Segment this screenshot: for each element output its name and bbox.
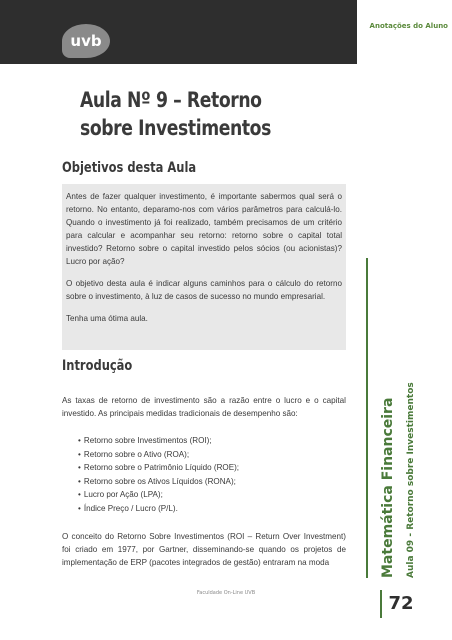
- list-item: • Índice Preço / Lucro (P/L).: [78, 502, 239, 516]
- list-item: • Retorno sobre os Ativos Líquidos (RONA);: [78, 475, 239, 489]
- page-number: 72: [380, 590, 420, 618]
- footer-text: Faculdade On-Line UVB: [196, 590, 256, 596]
- introduction-paragraph: As taxas de retorno de investimento são a razão entre o lucro e o capital investido. As principais medidas tradicionais de desempenho são:: [62, 396, 346, 418]
- list-item: • Retorno sobre o Ativo (ROA);: [78, 448, 239, 462]
- objectives-box: [62, 184, 346, 350]
- objectives-paragraph: Antes de fazer qualquer investimento, é importante sabermos qual será o retorno. No entanto, deparamo-nos com vários parâmetros para calculá-lo. Quando o investimento já foi realizado, também precisamos de um critério para calcular e acompanhar seu retorno: retorno sobre o capital total investido? Retorno sobre o capital investido pelos sócios (ou acionistas)? Lucro por ação?: [66, 192, 342, 266]
- list-item: • Retorno sobre Investimentos (ROI);: [78, 434, 239, 448]
- header-band: [0, 0, 357, 64]
- lesson-title: Aula Nº 9 – Retorno sobre Investimentos: [80, 88, 271, 140]
- objectives-paragraph: O objetivo desta aula é indicar alguns caminhos para o cálculo do retorno sobre o investimento, à luz de casos de sucesso no mundo empresarial.: [66, 279, 342, 301]
- notes-label: Anotações do Aluno: [369, 22, 448, 30]
- introduction-heading: Introdução: [62, 358, 133, 374]
- introduction-paragraph: O conceito do Retorno Sobre Investimentos (ROI – Return Over Investment) foi criado em 1977, por Gartner, disseminando-se quando os projetos de implementação de ERP (pacotes integrados de gestão) entraram na moda: [62, 532, 346, 567]
- list-item: • Retorno sobre o Patrimônio Líquido (ROE);: [78, 461, 239, 475]
- objectives-heading: Objetivos desta Aula: [62, 160, 197, 176]
- sidebar-lesson-ref: Aula 09 - Retorno sobre Investimentos: [406, 382, 416, 578]
- list-item: • Lucro por Ação (LPA);: [78, 488, 239, 502]
- notes-column: [357, 0, 452, 640]
- objectives-paragraph: Tenha uma ótima aula.: [66, 314, 148, 323]
- sidebar-rule: [366, 258, 368, 578]
- uvb-logo: uvb: [62, 24, 110, 58]
- sidebar-course-title: Matemática Financeira: [380, 397, 396, 578]
- performance-measures-list: [78, 434, 239, 515]
